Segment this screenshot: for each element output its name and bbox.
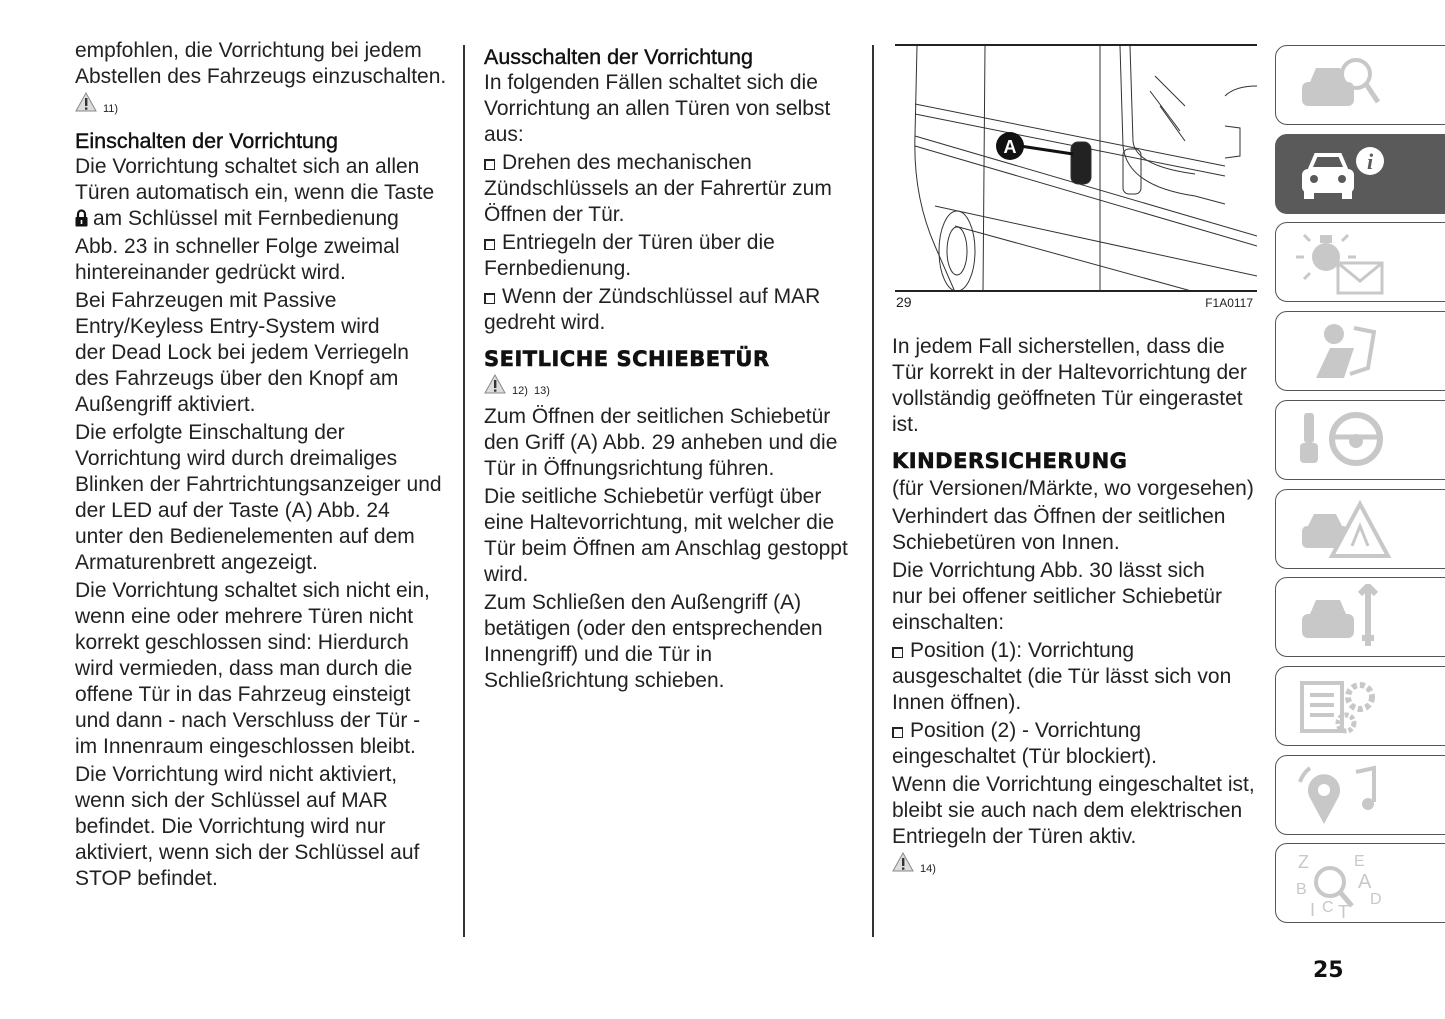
text-line	[75, 38, 455, 64]
text-line	[892, 558, 1262, 584]
text-line	[75, 180, 455, 206]
chapter-tab-car-search[interactable]	[1275, 45, 1445, 125]
text-line	[892, 798, 1262, 824]
text-line	[75, 340, 455, 366]
text-line-content: vollständig geöffneten Tür eingerastet	[892, 387, 1243, 410]
text-line	[75, 314, 455, 340]
figure-code: F1A0117	[1205, 296, 1253, 310]
text-line-content: Die seitliche Schiebetür verfügt über	[484, 485, 822, 508]
text-line	[75, 472, 455, 498]
chapter-tab-key-steering-wheel[interactable]	[1275, 400, 1445, 480]
text-line	[892, 772, 1262, 798]
text-line-content: Innengriff) und die Tür in	[484, 643, 713, 666]
chapter-tab-multimedia[interactable]	[1275, 755, 1445, 835]
text-line-content: In folgenden Fällen schaltet sich die	[484, 71, 818, 94]
text-line-content: nur bei offener seitlicher Schiebetür	[892, 585, 1222, 608]
paragraph	[892, 558, 1262, 636]
svg-text:Z: Z	[1298, 852, 1309, 873]
text-line-content: Fernbedienung.	[484, 257, 632, 280]
text-line	[892, 638, 1262, 664]
column-divider	[463, 45, 465, 937]
text-line	[892, 334, 1262, 360]
text-line	[75, 392, 455, 418]
text-line	[892, 744, 1262, 770]
text-line	[484, 150, 864, 176]
text-line-content: eingeschaltet (Tür blockiert).	[892, 745, 1157, 768]
text-line	[484, 310, 864, 336]
text-line	[75, 366, 455, 392]
text-line-content: ausgeschaltet (die Tür lässt sich von	[892, 665, 1232, 688]
chapter-tab-index-search[interactable]	[1275, 843, 1445, 923]
text-line-content: hintereinander gedrückt wird.	[75, 261, 346, 284]
text-line-content: Abstellen des Fahrzeugs einzuschalten.	[75, 65, 447, 88]
svg-text:A: A	[1358, 871, 1372, 894]
text-line-content: einschalten:	[892, 611, 1005, 634]
text-line-content: Wenn die Vorrichtung eingeschaltet ist,	[892, 773, 1255, 796]
bullet-item	[892, 638, 1262, 716]
footnote-refs: 14)	[920, 863, 936, 875]
text-line-content: Tür in Öffnungsrichtung führen.	[484, 457, 775, 480]
text-line-content: der LED auf der Taste (A) Abb. 24	[75, 499, 390, 522]
text-line	[484, 404, 864, 430]
text-line	[75, 64, 455, 90]
text-line	[75, 524, 455, 550]
text-line-content: wird.	[484, 563, 529, 586]
text-line-content: Entriegeln der Türen über die	[502, 231, 775, 254]
figure-number: 29	[896, 294, 912, 310]
paragraph	[484, 484, 864, 588]
text-line	[892, 610, 1262, 636]
text-line	[75, 866, 455, 892]
warning-triangle-icon	[892, 852, 914, 882]
footnote-refs: 12) 13)	[512, 385, 550, 397]
text-line-content: (für Versionen/Märkte, wo vorgesehen)	[892, 477, 1254, 500]
callout-label: A	[1003, 137, 1017, 157]
column-left	[75, 38, 455, 894]
paragraph	[75, 154, 455, 286]
text-line-content: Position (2) - Vorrichtung	[910, 719, 1142, 742]
text-line	[484, 430, 864, 456]
paragraph	[484, 590, 864, 694]
footnote-refs: 11)	[103, 103, 119, 115]
figure-bottom-rule	[895, 290, 1257, 292]
text-line-content: aktiviert, wenn sich der Schlüssel auf	[75, 841, 420, 864]
paragraph	[75, 578, 455, 760]
text-line	[75, 682, 455, 708]
text-line-content: wenn sich der Schlüssel auf MAR	[75, 789, 388, 812]
text-line	[892, 360, 1262, 386]
text-line-content: gedreht wird.	[484, 311, 606, 334]
text-line-content: Schließrichtung schieben.	[484, 669, 725, 692]
text-line-content: In jedem Fall sicherstellen, dass die	[892, 335, 1225, 358]
text-line-content: wenn eine oder mehrere Türen nicht	[75, 605, 414, 628]
text-line-content: des Fahrzeugs über den Knopf am	[75, 367, 399, 390]
lock-icon	[75, 208, 88, 234]
text-line-content: wird vermieden, dass man durch die	[75, 657, 413, 680]
text-line	[892, 386, 1262, 412]
text-line-content: Die Vorrichtung schaltet sich nicht ein,	[75, 579, 430, 602]
text-line-content: Position (1): Vorrichtung	[910, 639, 1135, 662]
page-number: 25	[1313, 958, 1344, 983]
checkbox-bullet-icon	[892, 647, 903, 658]
text-line	[75, 604, 455, 630]
text-line	[484, 70, 864, 96]
text-line-content: Wenn der Zündschlüssel auf MAR	[502, 285, 821, 308]
text-line-content: offene Tür in das Fahrzeug einsteigt	[75, 683, 411, 706]
text-line	[484, 122, 864, 148]
text-line	[75, 788, 455, 814]
text-line-content: Schiebetüren von Innen.	[892, 531, 1120, 554]
text-line-content: und dann - nach Verschluss der Tür -	[75, 709, 421, 732]
text-line	[892, 476, 1262, 502]
text-line	[75, 206, 455, 234]
figure-29-sliding-door	[895, 44, 1257, 314]
paragraph	[484, 404, 864, 482]
text-line	[484, 510, 864, 536]
chapter-tab-car-maintenance[interactable]	[1275, 577, 1445, 657]
warning-triangle-icon	[484, 374, 506, 404]
text-line	[484, 536, 864, 562]
text-line-content: Zum Öffnen der seitlichen Schiebetür	[484, 405, 831, 428]
text-line	[484, 284, 864, 310]
text-line	[75, 630, 455, 656]
text-line	[892, 824, 1262, 850]
text-line	[484, 456, 864, 482]
text-line	[75, 708, 455, 734]
text-line-content: STOP befindet.	[75, 867, 218, 890]
text-line	[484, 562, 864, 588]
text-line-content: Die Vorrichtung wird nicht aktiviert,	[75, 763, 398, 786]
svg-text:E: E	[1354, 853, 1365, 871]
text-line	[75, 498, 455, 524]
text-line-content: Vorrichtung an allen Türen von selbst	[484, 97, 831, 120]
warning-triangle-icon	[75, 92, 97, 122]
text-line-content: Türen automatisch ein, wenn die Taste	[75, 181, 435, 204]
text-line-content: am Schlüssel mit Fernbedienung	[93, 207, 399, 230]
text-line	[484, 668, 864, 694]
svg-text:I: I	[1310, 900, 1316, 919]
text-line-content: ist.	[892, 413, 919, 436]
text-line-content: empfohlen, die Vorrichtung bei jedem	[75, 39, 422, 62]
text-line	[484, 202, 864, 228]
bullet-item	[484, 230, 864, 282]
text-line	[75, 154, 455, 180]
bullet-item	[484, 284, 864, 336]
svg-text:i: i	[1366, 148, 1374, 174]
text-line-content: korrekt geschlossen sind: Hierdurch	[75, 631, 409, 654]
van-sliding-door-illustration	[895, 46, 1257, 292]
text-line-content: befindet. Die Vorrichtung wird nur	[75, 815, 386, 838]
text-line-content: betätigen (oder den entsprechenden	[484, 617, 823, 640]
svg-text:C: C	[1322, 899, 1334, 917]
text-line	[75, 578, 455, 604]
text-line-content: Außengriff aktiviert.	[75, 393, 256, 416]
text-line-content: Die Vorrichtung Abb. 30 lässt sich	[892, 559, 1205, 582]
text-line	[892, 664, 1262, 690]
text-line-content: Entry/Keyless Entry-System wird	[75, 315, 380, 338]
text-line-content: Die erfolgte Einschaltung der	[75, 421, 345, 444]
text-line	[75, 288, 455, 314]
column-divider	[872, 45, 874, 937]
chapter-tab-car-emergency[interactable]	[1275, 489, 1445, 569]
text-line	[484, 256, 864, 282]
warning-reference	[484, 374, 864, 404]
text-line-content: bleibt sie auch nach dem elektrischen	[892, 799, 1243, 822]
text-line	[484, 616, 864, 642]
text-line-content: Die Vorrichtung schaltet sich an allen	[75, 155, 420, 178]
warning-reference	[892, 852, 1262, 882]
bullet-item	[484, 150, 864, 228]
text-line	[892, 412, 1262, 438]
text-line	[75, 656, 455, 682]
text-line-content: aus:	[484, 123, 524, 146]
text-line-content: Zündschlüssels an der Fahrertür zum	[484, 177, 832, 200]
paragraph	[75, 420, 455, 576]
warning-reference	[75, 92, 455, 122]
text-line	[892, 584, 1262, 610]
section-heading: Einschalten der Vorrichtung	[75, 129, 338, 153]
bullet-item	[892, 718, 1262, 770]
chapter-tab-technical-data[interactable]	[1275, 666, 1445, 746]
text-line	[75, 840, 455, 866]
text-line	[484, 176, 864, 202]
paragraph	[892, 772, 1262, 850]
text-line	[75, 814, 455, 840]
text-line-content: eine Haltevorrichtung, mit welcher die	[484, 511, 835, 534]
text-line	[75, 260, 455, 286]
text-line	[484, 590, 864, 616]
text-line-content: Drehen des mechanischen	[502, 151, 752, 174]
checkbox-bullet-icon	[484, 239, 495, 250]
text-line-content: den Griff (A) Abb. 29 anheben und die	[484, 431, 838, 454]
section-heading: SEITLICHE SCHIEBETÜR	[484, 347, 770, 371]
chapter-tab-airbag-safety[interactable]	[1275, 311, 1445, 391]
text-line	[892, 718, 1262, 744]
section-heading: KINDERSICHERUNG	[892, 449, 1128, 473]
text-line-content: der Dead Lock bei jedem Verriegeln	[75, 341, 409, 364]
text-line-content: Tür korrekt in der Haltevorrichtung der	[892, 361, 1247, 384]
svg-text:B: B	[1296, 881, 1307, 899]
text-line-content: Blinken der Fahrtrichtungsanzeiger und	[75, 473, 442, 496]
text-line-content: Zum Schließen den Außengriff (A)	[484, 591, 802, 614]
text-line	[75, 734, 455, 760]
text-line	[892, 504, 1262, 530]
section-heading: Ausschalten der Vorrichtung	[484, 45, 753, 69]
text-line	[75, 762, 455, 788]
paragraph	[892, 334, 1262, 438]
checkbox-bullet-icon	[484, 159, 495, 170]
text-line-content: Verhindert das Öffnen der seitlichen	[892, 505, 1226, 528]
column-right	[892, 334, 1262, 882]
chapter-tab-car-info[interactable]	[1275, 134, 1445, 214]
text-line-content: im Innenraum eingeschlossen bleibt.	[75, 735, 416, 758]
svg-text:D: D	[1370, 891, 1382, 909]
text-line	[892, 530, 1262, 556]
text-line-content: Tür beim Öffnen am Anschlag gestoppt	[484, 537, 848, 560]
column-middle	[484, 38, 864, 696]
text-line-content: Innen öffnen).	[892, 691, 1022, 714]
paragraph	[75, 762, 455, 892]
text-line	[75, 420, 455, 446]
text-line-content: Entriegeln der Türen aktiv.	[892, 825, 1137, 848]
text-line-content: Armaturenbrett angezeigt.	[75, 551, 318, 574]
text-line	[75, 446, 455, 472]
paragraph	[75, 288, 455, 418]
text-line	[484, 642, 864, 668]
svg-text:T: T	[1338, 902, 1349, 919]
paragraph	[892, 504, 1262, 556]
text-line	[484, 96, 864, 122]
text-line-content: unter den Bedienelementen auf dem	[75, 525, 415, 548]
text-line	[484, 484, 864, 510]
chapter-tab-warning-light-message[interactable]	[1275, 222, 1445, 302]
text-line	[892, 690, 1262, 716]
paragraph	[484, 70, 864, 148]
text-line	[484, 230, 864, 256]
text-line-content: Abb. 23 in schneller Folge zweimal	[75, 235, 400, 258]
checkbox-bullet-icon	[484, 293, 495, 304]
text-line-content: Vorrichtung wird durch dreimaliges	[75, 447, 398, 470]
text-line	[75, 234, 455, 260]
text-line	[75, 550, 455, 576]
text-line-content: Bei Fahrzeugen mit Passive	[75, 289, 337, 312]
paragraph	[892, 476, 1262, 502]
paragraph	[75, 38, 455, 90]
checkbox-bullet-icon	[892, 727, 903, 738]
text-line-content: Öffnen der Tür.	[484, 203, 625, 226]
